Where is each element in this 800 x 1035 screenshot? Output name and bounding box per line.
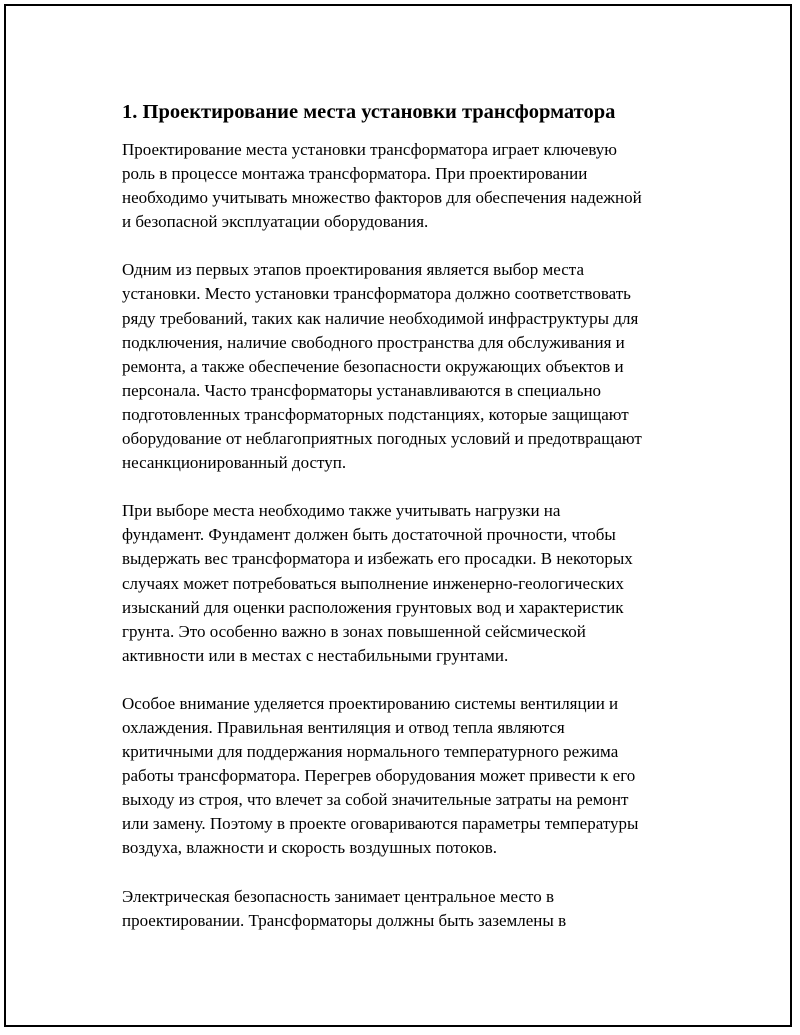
text-line: роль в процессе монтажа трансформатора. При проектировании xyxy=(122,164,588,184)
paragraph-5 xyxy=(122,885,702,933)
text-line: или замену. Поэтому в проекте оговариваются параметры температуры xyxy=(122,814,639,834)
paragraph-4 xyxy=(122,692,702,861)
text-line: Одним из первых этапов проектирования является выбор места xyxy=(122,260,584,280)
text-line: ремонта, а также обеспечение безопасности окружающих объектов и xyxy=(122,356,624,376)
text-line: подключения, наличие свободного пространства для обслуживания и xyxy=(122,332,625,352)
text-line: установки. Место установки трансформатора должно соответствовать xyxy=(122,284,631,304)
paragraph-1 xyxy=(122,138,702,234)
text-line: проектировании. Трансформаторы должны быть заземлены в xyxy=(122,910,567,930)
text-line: случаях может потребоваться выполнение инженерно-геологических xyxy=(122,573,624,593)
text-line: При выборе места необходимо также учитывать нагрузки на xyxy=(122,501,561,521)
text-line: и безопасной эксплуатации оборудования. xyxy=(122,212,429,232)
text-line: подготовленных трансформаторных подстанциях, которые защищают xyxy=(122,404,629,424)
paragraph-2 xyxy=(122,258,702,475)
text-line: Проектирование места установки трансформатора играет ключевую xyxy=(122,140,618,159)
text-line: Особое внимание уделяется проектированию системы вентиляции и xyxy=(122,693,619,713)
text-line: грунта. Это особенно важно в зонах повышенной сейсмической xyxy=(122,621,586,641)
text-line: выдержать вес трансформатора и избежать его просадки. В некоторых xyxy=(122,549,633,569)
text-line: ряду требований, таких как наличие необходимой инфраструктуры для xyxy=(122,308,639,328)
text-line: необходимо учитывать множество факторов для обеспечения надежной xyxy=(122,188,642,208)
document-page xyxy=(4,4,792,1027)
paragraph-3 xyxy=(122,499,702,668)
text-line: несанкционированный доступ. xyxy=(122,453,347,473)
text-line: оборудование от неблагоприятных погодных условий и предотвращают xyxy=(122,429,642,449)
document-content xyxy=(122,98,702,957)
text-line: охлаждения. Правильная вентиляция и отвод тепла являются xyxy=(122,717,565,737)
section-heading: 1. Проектирование места установки трансформатора xyxy=(122,101,616,123)
text-line: выходу из строя, что влечет за собой значительные затраты на ремонт xyxy=(122,790,629,810)
text-line: Электрическая безопасность занимает центральное место в xyxy=(122,886,554,906)
text-line: активности или в местах с нестабильными грунтами. xyxy=(122,645,509,665)
text-line: критичными для поддержания нормального температурного режима xyxy=(122,742,619,762)
text-line: фундамент. Фундамент должен быть достаточной прочности, чтобы xyxy=(122,525,616,545)
text-line: персонала. Часто трансформаторы устанавливаются в специально xyxy=(122,380,602,400)
text-line: изысканий для оценки расположения грунтовых вод и характеристик xyxy=(122,597,624,617)
text-line: воздуха, влажности и скорость воздушных потоков. xyxy=(122,838,497,858)
text-line: работы трансформатора. Перегрев оборудования может привести к его xyxy=(122,766,636,786)
